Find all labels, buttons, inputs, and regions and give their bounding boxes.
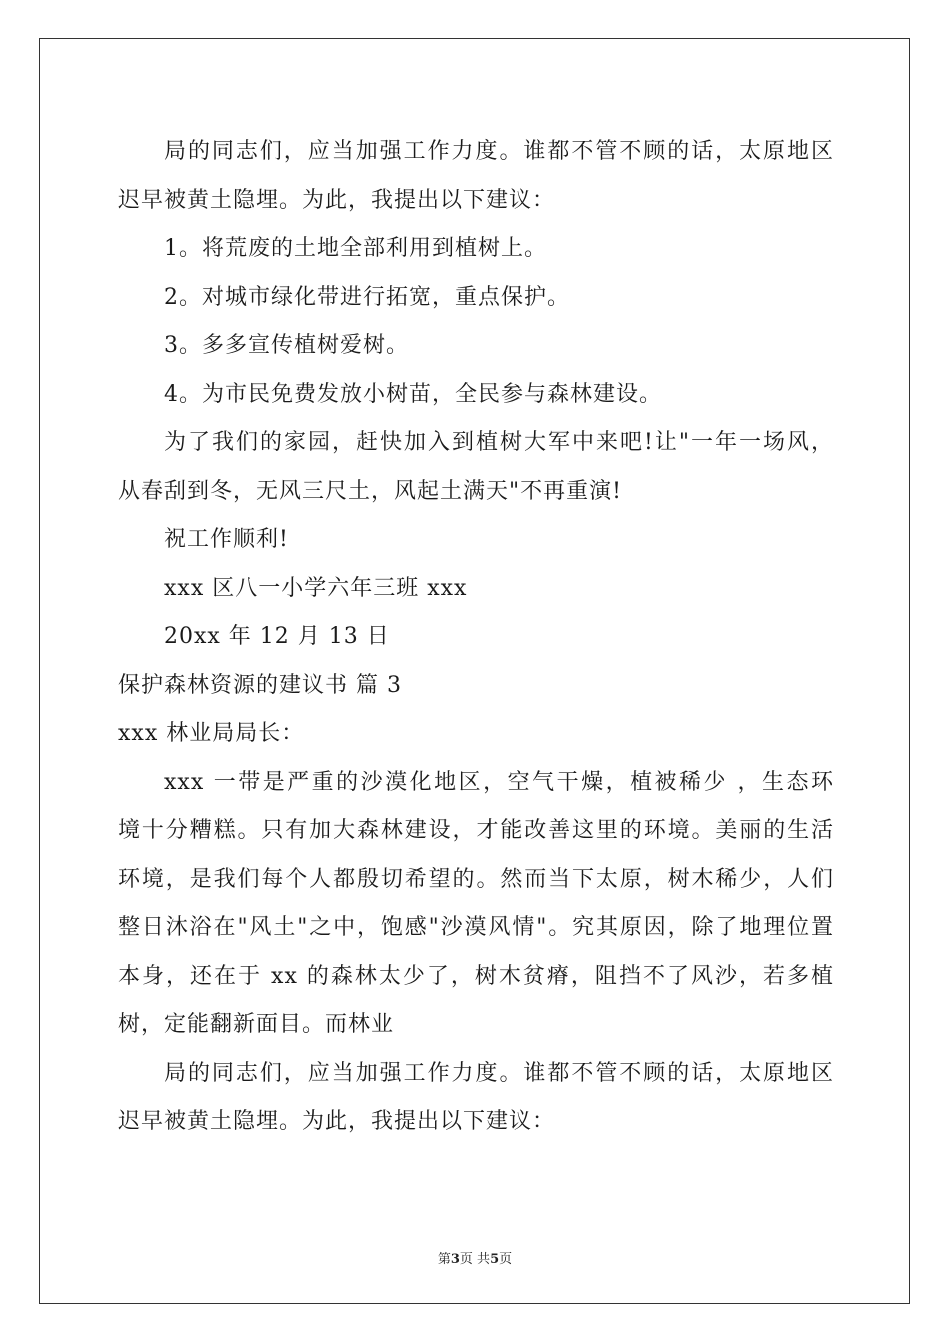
text-line: 迟早被黄土隐埋。为此，我提出以下建议： bbox=[118, 187, 556, 213]
text-line: 环境，是我们每个人都殷切希望的。然而当下太原，树木稀少，人们 bbox=[118, 866, 834, 892]
text-line: 1。将荒废的土地全部利用到植树上。 bbox=[164, 236, 547, 261]
text-line: 境十分糟糕。只有加大森林建设，才能改善这里的环境。美丽的生活 bbox=[118, 818, 834, 843]
text-line: 局的同志们，应当加强工作力度。谁都不管不顾的话，太原地区 bbox=[164, 139, 834, 164]
text-line: 从春刮到冬，无风三尺土，风起土满天"不再重演! bbox=[118, 478, 622, 504]
text-line: 2。对城市绿化带进行拓宽，重点保护。 bbox=[164, 284, 570, 310]
text-line: 3。多多宣传植树爱树。 bbox=[164, 333, 409, 358]
text-line: xxx 区八一小学六年三班 xxx bbox=[164, 575, 468, 601]
page-mid: 页 共 bbox=[459, 1252, 491, 1267]
text-line: 4。为市民免费发放小树苗，全民参与森林建设。 bbox=[164, 381, 662, 407]
page-footer bbox=[0, 1248, 950, 1267]
page-current: 3 bbox=[450, 1252, 460, 1267]
page-prefix: 第 bbox=[437, 1252, 451, 1267]
text-line: 本身，还在于 xx 的森林太少了，树木贫瘠，阻挡不了风沙，若多植 bbox=[118, 963, 834, 989]
text-line: 20xx 年 12 月 13 日 bbox=[164, 624, 390, 649]
salutation: xxx 林业局局长： bbox=[118, 721, 305, 746]
text-line: xxx 一带是严重的沙漠化地区，空气干燥，植被稀少 ，生态环 bbox=[164, 769, 834, 795]
text-line: 整日沐浴在"风土"之中，饱感"沙漠风情"。究其原因，除了地理位置 bbox=[118, 915, 834, 940]
text-line: 祝工作顺利! bbox=[164, 527, 289, 552]
section-heading: 保护森林资源的建议书 篇 3 bbox=[118, 672, 402, 698]
text-line: 局的同志们，应当加强工作力度。谁都不管不顾的话，太原地区 bbox=[164, 1060, 834, 1086]
text-line: 为了我们的家园，赶快加入到植树大军中来吧!让"一年一场风， bbox=[164, 430, 834, 455]
text-line: 树，定能翻新面目。而林业 bbox=[118, 1012, 395, 1037]
document-body bbox=[118, 128, 834, 1147]
page-suffix: 页 bbox=[499, 1252, 513, 1267]
page-total: 5 bbox=[490, 1252, 500, 1267]
text-line: 迟早被黄土隐埋。为此，我提出以下建议： bbox=[118, 1109, 556, 1134]
